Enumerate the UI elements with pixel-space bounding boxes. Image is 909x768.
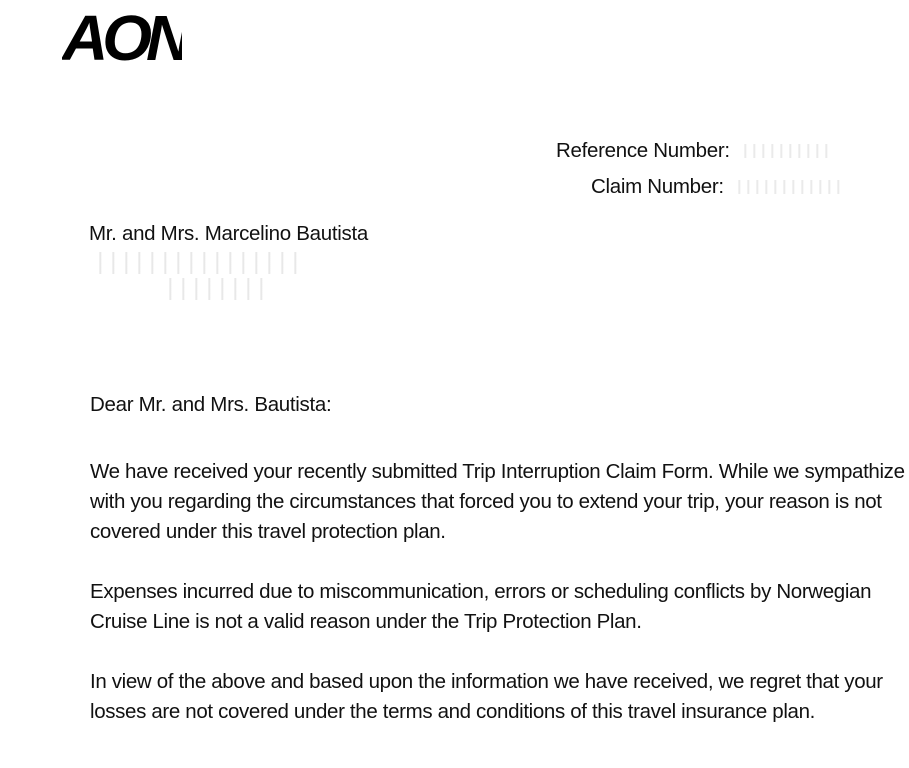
aon-logo	[62, 2, 182, 66]
addressee-name: Mr. and Mrs. Marcelino Bautista	[89, 222, 368, 245]
claim-number-label: Claim Number:	[591, 175, 724, 198]
addressee-block	[89, 220, 368, 300]
reference-number-label: Reference Number:	[556, 139, 730, 162]
body-paragraph-1: We have received your recently submitted Trip Interruption Claim Form. While we sympathize with you regarding the circumstances that forced you to extend your trip, your reason is not covered under this travel protection plan.	[90, 460, 905, 543]
reference-number-redacted	[738, 144, 833, 158]
salutation: Dear Mr. and Mrs. Bautista:	[90, 393, 332, 416]
reference-block	[556, 133, 856, 205]
claim-number-row	[556, 169, 856, 205]
address-line-1-redacted	[89, 252, 304, 274]
svg-text:AON: AON	[62, 2, 182, 66]
body-paragraph-2: Expenses incurred due to miscommunication, errors or scheduling conflicts by Norwegian Cruise Line is not a valid reason under the Trip Protection Plan.	[90, 580, 872, 633]
address-line-2-redacted	[159, 278, 269, 300]
claim-number-redacted	[732, 180, 842, 194]
reference-number-row	[556, 133, 856, 169]
body-paragraph-3: In view of the above and based upon the information we have received, we regret that your losses are not covered under the terms and conditions of this travel insurance plan.	[90, 670, 883, 723]
aon-logo-mark	[62, 2, 182, 66]
